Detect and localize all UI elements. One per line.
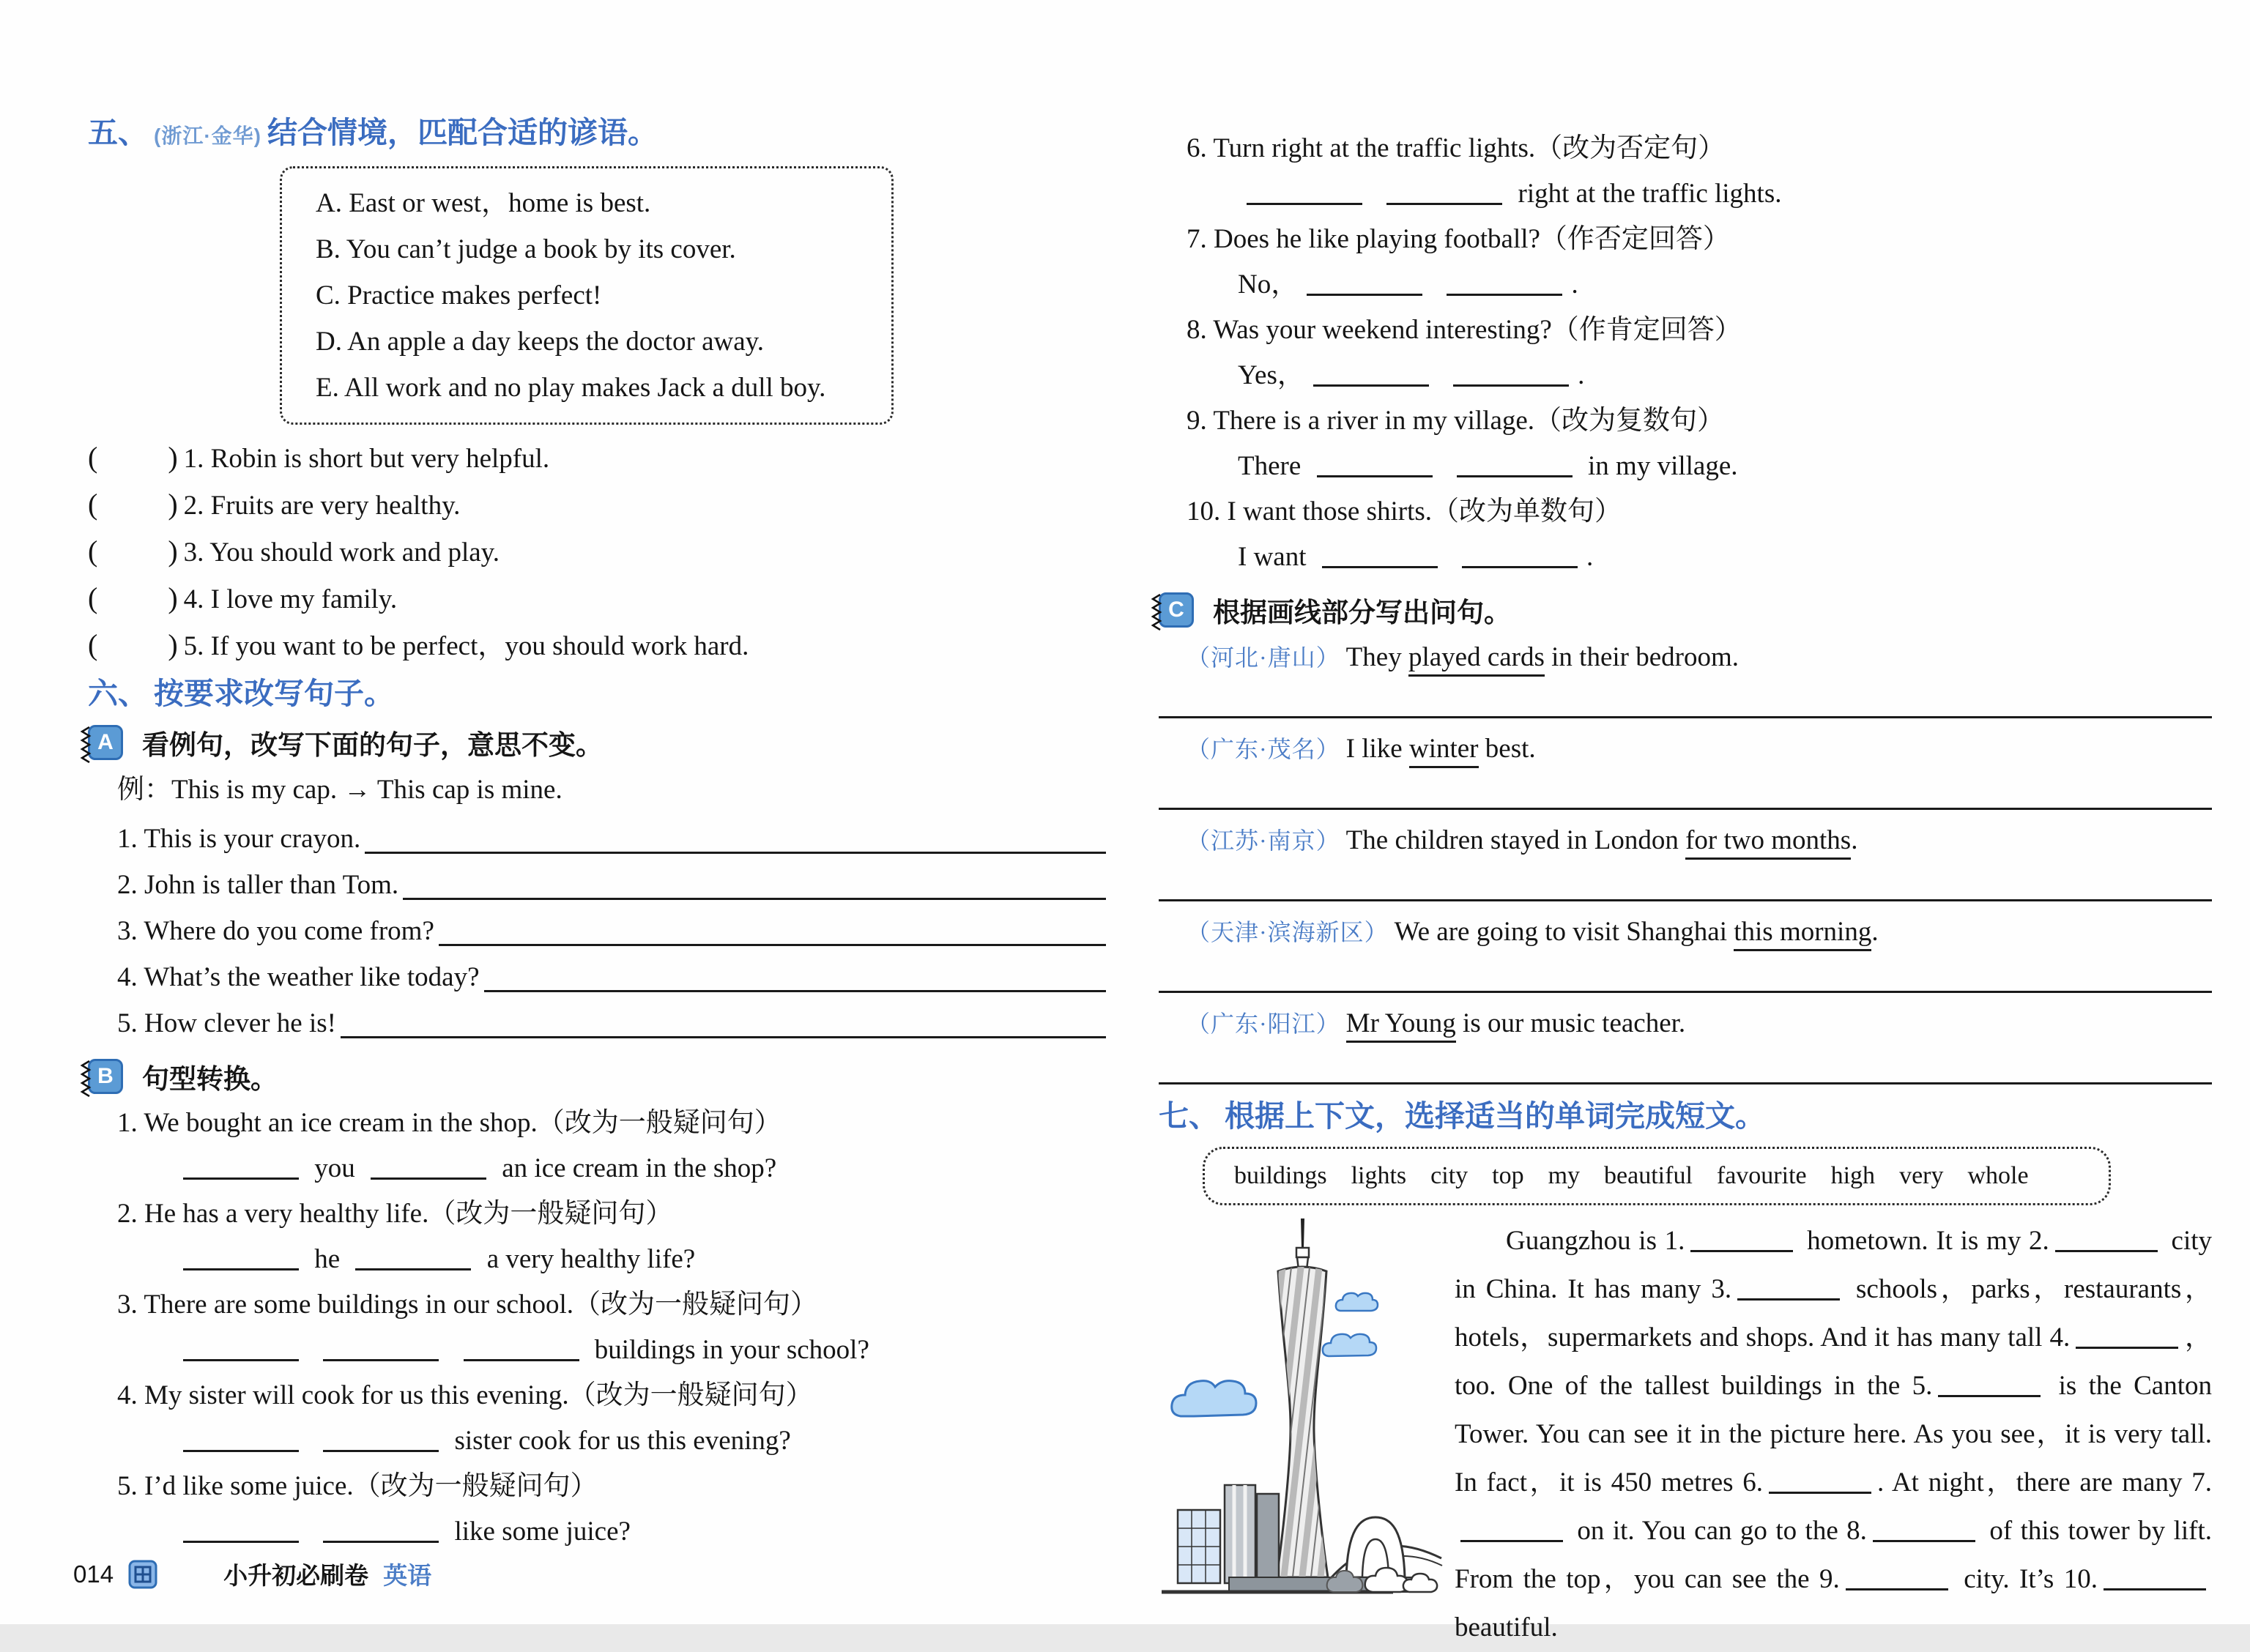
page-number: 014 (73, 1560, 114, 1588)
underlined-text: for two months (1685, 825, 1851, 860)
rewrite-item (117, 1000, 1106, 1046)
word-bank-item: high (1830, 1162, 1876, 1189)
answer-line[interactable] (365, 852, 1106, 854)
answer-line[interactable] (1159, 1082, 2212, 1084)
answer-line[interactable] (484, 990, 1106, 992)
underline-question-item (1159, 817, 2212, 901)
match-item (88, 529, 1106, 576)
rewrite-item-text: 4. What’s the weather like today? (117, 962, 480, 992)
publisher-icon (128, 1560, 157, 1589)
question-text: 6. Turn right at the traffic lights.（改为否定句） (1187, 133, 1726, 163)
answer-blank[interactable] (1247, 196, 1362, 205)
underline-question-item (1159, 726, 2212, 810)
word-bank-item: lights (1351, 1162, 1407, 1189)
answer-blank[interactable] (183, 1170, 299, 1180)
section-7-title: 根据上下文，选择适当的单词完成短文。 (1225, 1099, 1765, 1133)
rewrite-item (117, 816, 1106, 862)
zigzag-icon (81, 1060, 91, 1098)
part-c-title: 根据画线部分写出问句。 (1213, 598, 1511, 628)
open-paren: ( (88, 441, 98, 474)
answer-blank[interactable] (1447, 286, 1562, 296)
proverb-option: A. East or west，home is best. (316, 188, 651, 218)
match-item (88, 622, 1106, 669)
match-item (88, 482, 1106, 529)
open-paren: ( (88, 628, 98, 661)
open-paren: ( (88, 535, 98, 568)
close-paren: ) (168, 581, 178, 614)
answer-text: like some juice? (174, 1509, 1106, 1555)
part-a-title: 看例句，改写下面的句子，意思不变。 (142, 730, 603, 760)
answer-text: Yes， . (1238, 360, 1585, 390)
close-paren: ) (168, 535, 178, 568)
answer-blank[interactable] (183, 1443, 299, 1452)
section-5-number: 五、 (88, 116, 148, 149)
match-item-text: 1. Robin is short but very helpful. (183, 444, 550, 474)
cloze-section (1159, 1217, 2212, 1652)
question-text: （广东·茂名） I like winter best. (1187, 726, 2212, 773)
answer-text: you an ice cream in the shop? (174, 1146, 1106, 1191)
question-text: 10. I want those shirts.（改为单数句） (1187, 496, 1622, 527)
cloud-icon (1336, 1293, 1378, 1311)
answer-blank[interactable] (1460, 1533, 1563, 1542)
answer-blank[interactable] (355, 1261, 471, 1270)
question-text: 2. He has a very healthy life.（改为一般疑问句） (117, 1199, 673, 1229)
part-c-header (1159, 590, 2212, 630)
cloud-icon (1172, 1381, 1256, 1416)
answer-blank[interactable] (323, 1443, 439, 1452)
underlined-text: played cards (1408, 642, 1545, 677)
transform-item (1187, 126, 2212, 217)
answer-blank[interactable] (1462, 559, 1578, 568)
answer-blank[interactable] (1769, 1484, 1871, 1494)
passage-text: Guangzhou is 1. hometown. It is my 2. city in China. It has many 3. schools，parks，restaurants，hotels，supermarkets and shops. And it has many tall 4. ，too. One of the tallest buildings in the 5. is the Canton Tower. You can see it in the picture here. As you see，it is very tall. In fact，it is 450 metres 6. . At night，there are many 7. on it. You can go to the 8. of this tower by lift. From the top，you can see the 9. city. It’s 10. beautiful. (1455, 1226, 2212, 1642)
word-bank (1203, 1147, 2111, 1205)
answer-blank[interactable] (464, 1352, 579, 1361)
book-title: 小升初必刷卷 (223, 1562, 369, 1589)
answer-line[interactable] (341, 1036, 1106, 1038)
answer-blank[interactable] (371, 1170, 486, 1180)
answer-line[interactable] (439, 944, 1106, 946)
section-5-heading (88, 108, 1106, 152)
answer-line[interactable] (1159, 991, 2212, 993)
question-text: 5. I’d like some juice.（改为一般疑问句） (117, 1471, 598, 1501)
word-bank-item: city (1430, 1162, 1469, 1189)
proverb-options-box (280, 166, 894, 425)
answer-line[interactable] (403, 898, 1106, 900)
example-sentence: 例：This is my cap. → This cap is mine. (117, 775, 562, 805)
open-paren: ( (88, 581, 98, 614)
answer-text: sister cook for us this evening? (174, 1418, 1106, 1464)
province-tag: （广东·茂名） (1187, 736, 1340, 762)
answer-blank[interactable] (1317, 468, 1433, 477)
answer-blank[interactable] (1386, 196, 1502, 205)
part-a-header (88, 723, 1106, 762)
answer-blank[interactable] (1322, 559, 1438, 568)
answer-blank[interactable] (1690, 1243, 1793, 1252)
transform-item (1187, 217, 2212, 308)
answer-line[interactable] (1159, 899, 2212, 901)
transform-item (1187, 308, 2212, 398)
transform-item (1187, 489, 2212, 580)
word-bank-item: buildings (1234, 1162, 1327, 1189)
underline-question-item (1159, 1000, 2212, 1084)
proverb-option: D. An apple a day keeps the doctor away. (316, 327, 764, 357)
rewrite-item-text: 3. Where do you come from? (117, 916, 434, 946)
answer-line[interactable] (1159, 808, 2212, 810)
close-paren: ) (168, 488, 178, 521)
part-b-items-1-5 (88, 1101, 1106, 1555)
badge-b (88, 1059, 123, 1094)
rewrite-item (117, 862, 1106, 908)
section-7-number: 七、 (1159, 1099, 1219, 1133)
zigzag-icon (1151, 594, 1162, 632)
answer-blank[interactable] (2055, 1243, 2158, 1252)
answer-text: I want . (1238, 542, 1594, 572)
proverb-option: B. You can’t judge a book by its cover. (316, 234, 736, 264)
part-b-items-6-10 (1159, 126, 2212, 580)
question-text: 8. Was your weekend interesting?（作肯定回答） (1187, 315, 1742, 345)
answer-blank[interactable] (1938, 1388, 2041, 1397)
page-footer (73, 1557, 431, 1591)
underlined-text: this morning (1734, 917, 1871, 951)
answer-text: There in my village. (1238, 451, 1738, 481)
answer-blank[interactable] (183, 1261, 299, 1270)
answer-blank[interactable] (1307, 286, 1422, 296)
answer-text: buildings in your school? (174, 1328, 1106, 1373)
province-tag: （江苏·南京） (1187, 827, 1340, 854)
answer-blank[interactable] (1873, 1533, 1975, 1542)
close-paren: ) (168, 441, 178, 474)
match-item-text: 2. Fruits are very healthy. (183, 491, 461, 521)
underlined-text: winter (1409, 734, 1479, 768)
word-bank-item: my (1548, 1162, 1581, 1189)
word-bank-item: very (1899, 1162, 1944, 1189)
question-text: （广东·阳江） Mr Young is our music teacher. (1187, 1000, 2212, 1047)
transform-item (117, 1101, 1106, 1191)
rewrite-item-text: 1. This is your crayon. (117, 824, 361, 854)
badge-b-letter: B (97, 1064, 114, 1088)
section-6-title: 按要求改写句子。 (154, 677, 394, 710)
province-tag: （河北·唐山） (1187, 644, 1340, 671)
rewrite-item (117, 954, 1106, 1000)
transform-item (117, 1282, 1106, 1373)
answer-blank[interactable] (1457, 468, 1573, 477)
question-text: 3. There are some buildings in our school.（改为一般疑问句） (117, 1290, 818, 1320)
rewrite-item (117, 908, 1106, 954)
question-text: 9. There is a river in my village.（改为复数句） (1187, 406, 1725, 436)
proverb-option: E. All work and no play makes Jack a dull boy. (316, 373, 826, 403)
zigzag-icon (81, 726, 91, 764)
rewrite-item-text: 2. John is taller than Tom. (117, 870, 399, 900)
word-bank-item: beautiful (1604, 1162, 1693, 1189)
proverb-option: C. Practice makes perfect! (316, 280, 602, 310)
answer-blank[interactable] (2076, 1339, 2178, 1349)
answer-blank[interactable] (323, 1533, 439, 1543)
part-c-items (1159, 634, 2212, 1084)
transform-item (117, 1373, 1106, 1464)
answer-blank[interactable] (1737, 1291, 1840, 1301)
part-b-title: 句型转换。 (142, 1064, 278, 1094)
question-text: （江苏·南京） The children stayed in London for two months. (1187, 817, 2212, 864)
province-tag: （广东·阳江） (1187, 1011, 1340, 1037)
answer-text: No， . (1238, 269, 1578, 299)
rewrite-item-text: 5. How clever he is! (117, 1008, 336, 1038)
badge-c-letter: C (1168, 598, 1184, 622)
section-5-title: 结合情境，匹配合适的谚语。 (267, 116, 658, 149)
underline-question-item (1159, 634, 2212, 718)
match-item-text: 4. I love my family. (183, 584, 398, 614)
match-item-text: 5. If you want to be perfect，you should work hard. (183, 631, 749, 661)
answer-text: he a very healthy life? (174, 1237, 1106, 1282)
word-bank-item: top (1492, 1162, 1524, 1189)
matching-items (88, 435, 1106, 669)
question-text: （河北·唐山） They played cards in their bedroom. (1187, 634, 2212, 681)
badge-a (88, 725, 123, 760)
section-6-heading (88, 669, 1106, 712)
question-text: 7. Does he like playing football?（作否定回答） (1187, 224, 1730, 254)
province-tag: （天津·滨海新区） (1187, 919, 1389, 945)
cloze-passage (1455, 1217, 2212, 1652)
open-paren: ( (88, 488, 98, 521)
canton-tower-illustration (1159, 1217, 1443, 1652)
right-column (1159, 110, 2212, 1652)
transform-item (117, 1191, 1106, 1282)
match-item-text: 3. You should work and play. (183, 537, 500, 568)
answer-blank[interactable] (1453, 377, 1569, 387)
badge-a-letter: A (97, 730, 114, 754)
underlined-text: Mr Young (1346, 1008, 1456, 1043)
answer-blank[interactable] (1313, 377, 1429, 387)
close-paren: ) (168, 628, 178, 661)
part-b-header (88, 1057, 1106, 1096)
answer-blank[interactable] (1846, 1581, 1948, 1590)
answer-text: right at the traffic lights. (1238, 171, 2212, 217)
badge-c (1159, 592, 1194, 628)
word-bank-item: whole (1967, 1162, 2029, 1189)
question-text: 4. My sister will cook for us this evening.（改为一般疑问句） (117, 1380, 813, 1410)
cloud-icon (1323, 1334, 1376, 1356)
match-item (88, 576, 1106, 622)
question-text: （天津·滨海新区） We are going to visit Shanghai this morning. (1187, 909, 2212, 956)
part-a-items (88, 816, 1106, 1046)
answer-blank[interactable] (323, 1352, 439, 1361)
section-6-number: 六、 (88, 677, 148, 710)
underline-question-item (1159, 909, 2212, 993)
answer-line[interactable] (1159, 716, 2212, 718)
question-text: 1. We bought an ice cream in the shop.（改为一般疑问句） (117, 1108, 781, 1138)
section-7-heading (1159, 1092, 2212, 1135)
transform-item (1187, 398, 2212, 489)
left-column (88, 108, 1106, 1555)
section-5-province-tag: (浙江·金华) (154, 124, 261, 147)
match-item (88, 435, 1106, 482)
subject-label: 英语 (383, 1562, 432, 1589)
answer-blank[interactable] (2104, 1581, 2206, 1590)
word-bank-item: favourite (1716, 1162, 1807, 1189)
answer-blank[interactable] (183, 1533, 299, 1543)
answer-blank[interactable] (183, 1352, 299, 1361)
transform-item (117, 1464, 1106, 1555)
